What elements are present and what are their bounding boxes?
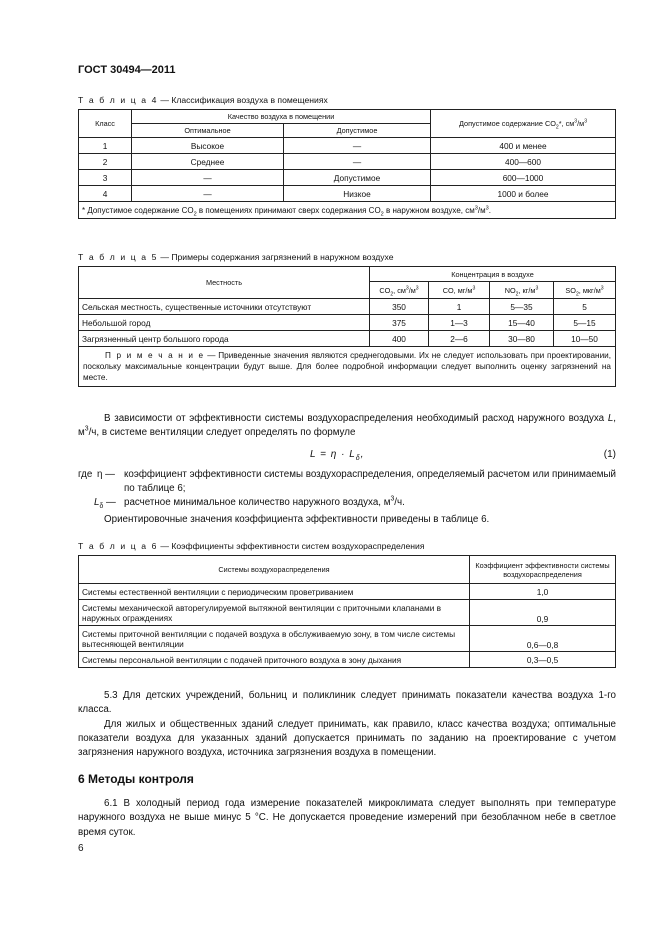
table5-header-co2: $CO_2$, $см^3/м^3$ (370, 282, 429, 299)
table4-caption: Т а б л и ц а 4 — Классификация воздуха в помещениях (78, 95, 328, 105)
table6-body (78, 583, 616, 668)
table5-header-no2: $NO_2$, $кг/м^3$ (490, 282, 554, 299)
para-flow-rate: В зависимости от эффективности системы воздухораспределения необходимый расход наружного воздуха L, $м^3/ч$, в системе вентиляции следует определять по формуле (78, 413, 616, 439)
table-row: 4 — Низкое 1000 и более (79, 186, 616, 202)
table-row: Системы естественной вентиляции с периодическим проветриванием 1,0 (79, 584, 616, 600)
para-5-3: 5.3 Для детских учреждений, больниц и поликлиник следует принимать показатели качества воздуха 1-го класса. Для жилых и общественных зданий следует принимать, как правило, класс качества воздуха; оптимальные показатели воздуха для указанных зданий допускается принимать по заданию на проектирование с учетом загрязнения наружного воздуха, источника загрязнения воздуха в помещении. (78, 690, 616, 759)
section-6-title: 6 Методы контроля (78, 772, 194, 786)
table4-body (78, 137, 616, 219)
table6-block (78, 541, 616, 668)
table5-block (78, 252, 616, 387)
ld-symbol: $L_\delta$ — (94, 497, 116, 510)
ld-definition: расчетное минимальное количество наружного воздуха, $м^3/ч$. (124, 495, 405, 508)
eta-definition: коэффициент эффективности системы воздухораспределения, определяемый расчетом или принимаемый по таблице 6; (124, 469, 617, 494)
table-row: Системы персональной вентиляции с подачей приточного воздуха в зону дыхания 0,3—0,5 (79, 652, 616, 668)
table-row: Системы приточной вентиляции с подачей воздуха в обслуживаемую зону, в том числе системы вытесняющей вентиляции 0,6—0,8 (79, 626, 616, 652)
table-row: Системы механической авторегулируемой вытяжной вентиляции с приточными клапанами в наружных ограждениях 0,9 (79, 600, 616, 626)
para-6-1: 6.1 В холодный период года измерение показателей микроклимата следует выполнять при температуре наружного воздуха не выше минус 5 °С. Не допускается проведение измерений при безоблачном небе в светлое время суток. (78, 798, 616, 838)
table4 (78, 109, 616, 138)
where-label: где (78, 469, 93, 480)
table-row: 1 Высокое — 400 и менее (79, 138, 616, 154)
table6-header-coef: Коэффициент эффективности системы воздухораспределения (470, 556, 616, 584)
table-row: 3 — Допустимое 600—1000 (79, 170, 616, 186)
eta-symbol: η — (97, 469, 115, 480)
table-row: Небольшой город 375 1—3 15—40 5—15 (79, 315, 616, 331)
table4-header-class: Класс (79, 110, 132, 138)
table4-footnote: * Допустимое содержание $CO_2$ в помещениях принимают сверх содержания $CO_2$ в наружном воздухе, $см^3/м^3$. (79, 202, 616, 219)
table5 (78, 266, 616, 299)
table5-header-place: Местность (79, 267, 370, 299)
table-row: Загрязненный центр большого города 400 2—6 30—80 10—50 (79, 331, 616, 347)
formula-number: (1) (603, 449, 616, 460)
table4-header-optimal: Оптимальное (132, 124, 284, 138)
table-row: Сельская местность, существенные источники отсутствуют 350 1 5—35 5 (79, 299, 616, 315)
table5-header-conc: Концентрация в воздухе (370, 267, 616, 282)
table-row: 2 Среднее — 400—600 (79, 154, 616, 170)
table4-header-quality: Качество воздуха в помещении (132, 110, 431, 124)
table5-body (78, 298, 616, 387)
table5-note: П р и м е ч а н и е — Приведенные значения являются среднегодовыми. Их не следует использовать при проектировании, поскольку максимальные концентрации будут выше. Для более подробной информации следует выполнить оценку загрязнений на месте. (79, 347, 616, 387)
para-table6-ref: Ориентировочные значения коэффициента эффективности приведены в таблице 6. (104, 514, 490, 525)
page-number: 6 (78, 843, 84, 854)
table4-header-allowed: Допустимое (284, 124, 431, 138)
document-id: ГОСТ 30494—2011 (78, 64, 176, 76)
table5-header-so2: $SO_2$, мкг/$м^3$ (554, 282, 616, 299)
table6-caption: Т а б л и ц а 6 — Коэффициенты эффективности систем воздухораспределения (78, 541, 425, 551)
table5-caption: Т а б л и ц а 5 — Примеры содержания загрязнений в наружном воздухе (78, 252, 394, 262)
table4-block (78, 95, 616, 219)
table5-header-co: CO, $мг/м^3$ (429, 282, 490, 299)
table4-header-co2: Допустимое содержание $CO_2*$, $см^3/м^3$ (431, 110, 616, 138)
table6 (78, 555, 616, 584)
table6-header-sys: Системы воздухораспределения (79, 556, 470, 584)
